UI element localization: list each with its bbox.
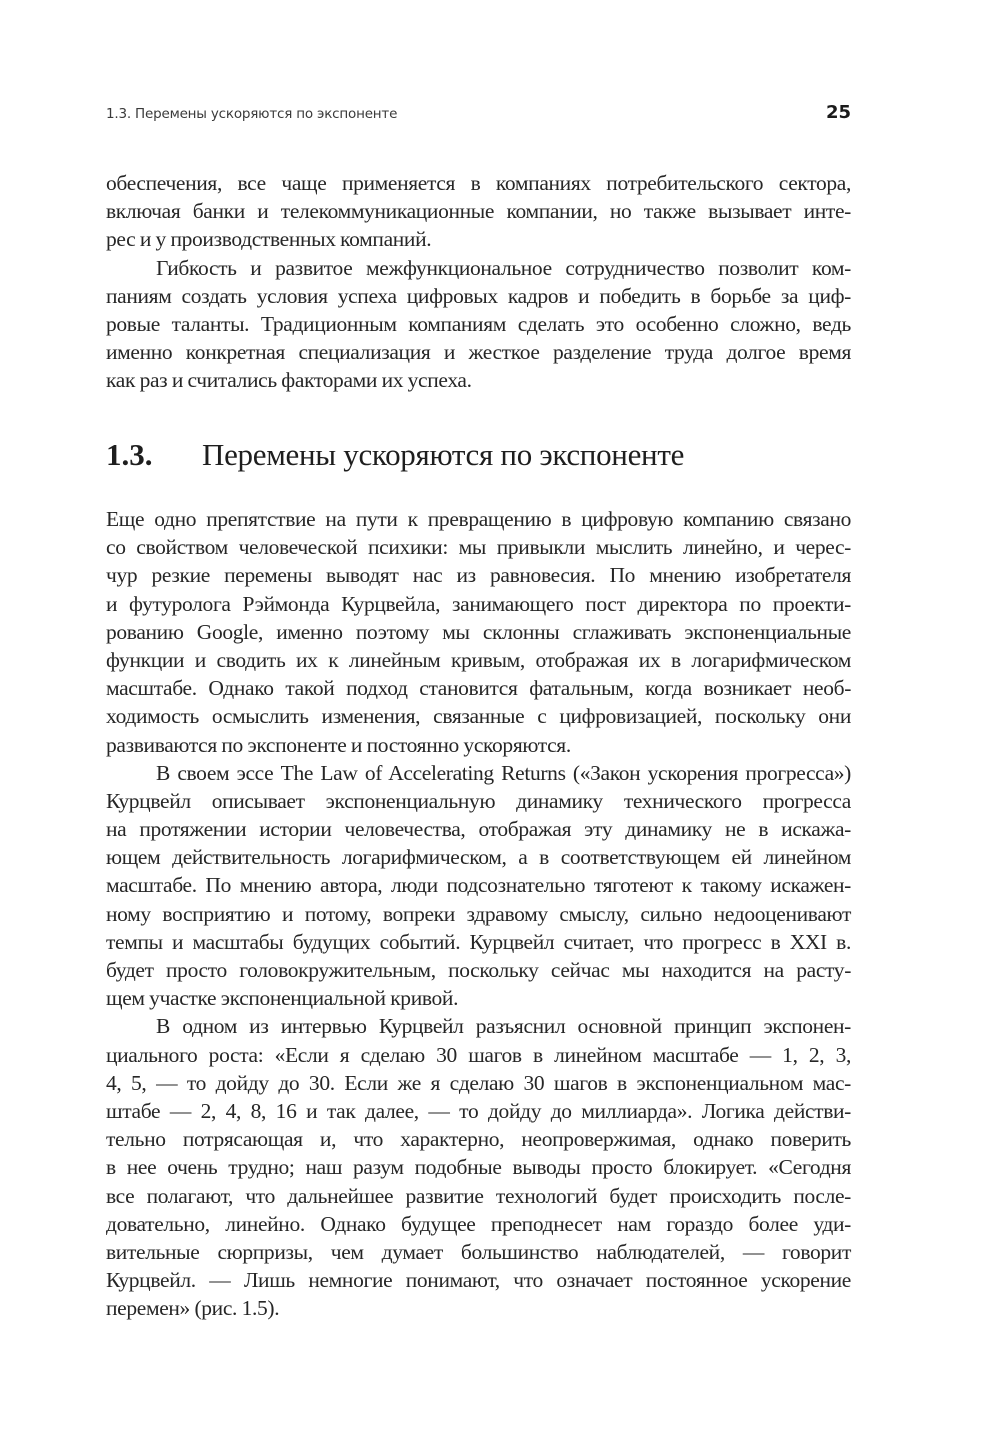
text-line: обеспечения, все чаще применяется в компаниях потребительского сектора,	[106, 171, 851, 195]
text-line: рованию Google, именно поэтому мы склонны сглаживать экспоненциальные	[106, 619, 851, 644]
text-line: развиваются по экспоненте и постоянно ускоряются.	[106, 732, 571, 757]
text-line: рес и у производственных компаний.	[106, 227, 432, 252]
paragraph	[106, 759, 851, 1013]
text-line: перемен» (рис. 1.5).	[106, 1296, 280, 1321]
text-line: паниям создать условия успеха цифровых кадров и победить в борьбе за циф-	[106, 283, 851, 308]
paragraph	[106, 1012, 851, 1322]
text-line: чур резкие перемены выводят нас из равновесия. По мнению изобретателя	[106, 563, 851, 588]
text-line: довательно, линейно. Однако будущее преподнесет нам гораздо более уди-	[106, 1211, 851, 1236]
running-header-title: 1.3. Перемены ускоряются по экспоненте	[106, 106, 398, 122]
text-line: функции и сводить их к линейным кривым, отображая их в логарифмическом	[106, 647, 851, 672]
text-line: масштабе. По мнению автора, люди подсознательно тяготеют к такому искажен-	[106, 873, 851, 898]
text-line: 4, 5, — то дойду до 30. Если же я сделаю 30 шагов в экспоненциальном мас-	[106, 1070, 851, 1095]
text-block-section	[106, 505, 851, 1322]
paragraph	[106, 169, 851, 254]
text-line: на протяжении истории человечества, отображая эту динамику не в искажа-	[106, 817, 851, 842]
text-block-continuation	[106, 169, 851, 395]
text-line: все полагают, что дальнейшее развитие технологий будет происходить после-	[106, 1183, 851, 1208]
section-number: 1.3.	[106, 437, 153, 472]
text-line: Курцвейл описывает экспоненциальную динамику технического прогресса	[106, 788, 851, 813]
text-line: щем участке экспоненциальной кривой.	[106, 986, 459, 1011]
text-line: и футуролога Рэймонда Курцвейла, занимающего пост директора по проекти-	[106, 591, 851, 616]
text-line: штабе — 2, 4, 8, 16 и так далее, — то дойду до миллиарда». Логика действи-	[106, 1098, 851, 1123]
text-line: именно конкретная специализация и жесткое разделение труда долгое время	[106, 340, 851, 365]
page-number: 25	[825, 102, 851, 123]
text-line: масштабе. Однако такой подход становится фатальным, когда возникает необ-	[106, 676, 851, 701]
text-line: ющем действительность логарифмическом, а в соответствующем ей линейном	[106, 845, 851, 870]
paragraph	[106, 254, 851, 395]
text-line: тельно потрясающая и, что характерно, неопровержимая, однако поверить	[106, 1127, 851, 1152]
text-line: ровые таланты. Традиционным компаниям сделать это особенно сложно, ведь	[106, 311, 851, 336]
text-line: Курцвейл. — Лишь немногие понимают, что означает постоянное ускорение	[106, 1268, 851, 1293]
text-line: как раз и считались факторами их успеха.	[106, 368, 472, 393]
text-line: Еще одно препятствие на пути к превращению в цифровую компанию связано	[106, 507, 851, 531]
running-header	[106, 104, 851, 128]
text-line: ному восприятию и потому, вопреки здравому смыслу, сильно недооценивают	[106, 901, 851, 926]
text-line: В своем эссе The Law of Accelerating Returns («Закон ускорения прогресса»)	[156, 760, 851, 785]
text-line: ходимость осмыслить изменения, связанные с цифровизацией, поскольку они	[106, 704, 851, 729]
text-line: темпы и масштабы будущих событий. Курцвейл считает, что прогресс в XXI в.	[106, 929, 851, 954]
text-line: включая банки и телекоммуникационные компании, но также вызывает инте-	[106, 199, 851, 224]
text-line: со свойством человеческой психики: мы привыкли мыслить линейно, и черес-	[106, 535, 851, 560]
section-title: Перемены ускоряются по экспоненте	[202, 437, 685, 472]
section-heading	[106, 437, 851, 481]
text-line: в нее очень трудно; наш разум подобные выводы просто блокирует. «Сегодня	[106, 1155, 851, 1180]
text-line: будет просто головокружительным, поскольку сейчас мы находится на расту-	[106, 958, 851, 982]
paragraph	[106, 505, 851, 759]
text-line: вительные сюрпризы, чем думает большинство наблюдателей, — говорит	[106, 1239, 851, 1264]
text-line: Гибкость и развитое межфункциональное сотрудничество позволит ком-	[156, 255, 851, 280]
text-line: циального роста: «Если я сделаю 30 шагов в линейном масштабе — 1, 2, 3,	[106, 1042, 851, 1067]
text-line: В одном из интервью Курцвейл разъяснил основной принцип экспонен-	[156, 1014, 851, 1039]
